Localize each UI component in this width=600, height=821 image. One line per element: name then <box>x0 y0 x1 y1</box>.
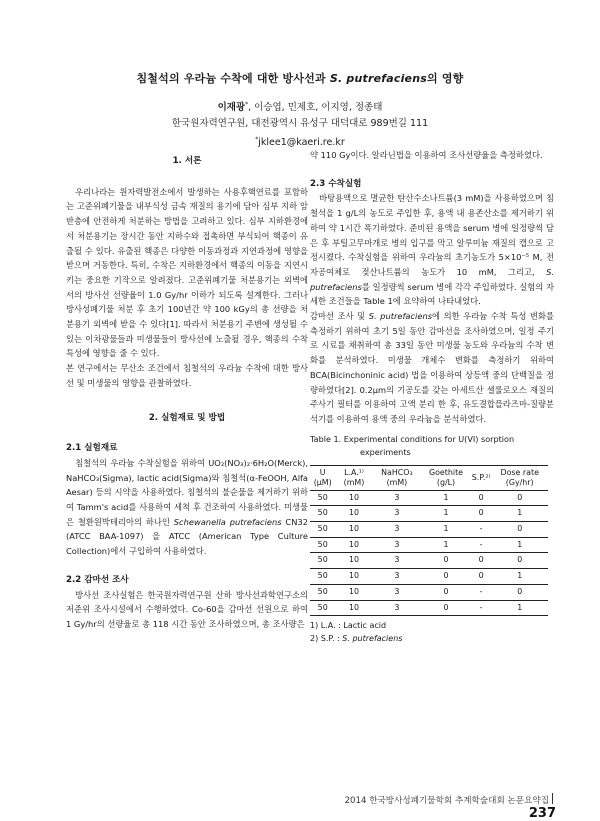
table-cell: 50 <box>310 553 335 569</box>
table-cell: 0 <box>421 584 471 600</box>
table-notes <box>310 619 554 645</box>
table-cell: 0 <box>471 553 492 569</box>
subsection-heading-gamma: 2.2 감마선 조사 <box>66 574 129 585</box>
table-cell: 50 <box>310 506 335 522</box>
materials-paragraph: 침철석의 우라늄 수착실험을 위하여 UO₂(NO₃)₂·6H₂O(Merck), NaHCO₃(Sigma), lactic acid(Sigma)와 침철석(α-FeOOH, Alfa Aesar) 등의 시약을 사용하였다. 침철석의 불순물을 제거하기 위하여 Tamm's acid를 사용하여 세척 후 건조하여 사용하였다. 미생물은 철환원박테리아의 하나인 Schewanella putrefaciens CN32 (ATCC BAA-1097) 을 ATCC (American Type Culture Collection)에서 구입하여 사용하였다. <box>66 457 308 557</box>
table-cell: 10 <box>335 537 372 553</box>
table-cell: 10 <box>335 584 372 600</box>
table-cell: 50 <box>310 537 335 553</box>
table-cell: 10 <box>335 553 372 569</box>
table-cell: 3 <box>373 600 422 616</box>
table-cell: 3 <box>373 584 422 600</box>
table-cell: 0 <box>491 584 548 600</box>
gamma-paragraph: 방사선 조사실험은 한국원자력연구원 산하 방사선과학연구소의 저준위 조사시설에서 수행하였다. Co-60을 감마선 선원으로 하여 1 Gy/hr의 선량율로 총 118 시간 동안 조사하였으며, 총 조사량은 <box>66 589 308 629</box>
table-cell: 3 <box>373 553 422 569</box>
page-number: 237 <box>528 806 556 821</box>
table-cell: 0 <box>471 569 492 585</box>
table-cell: 50 <box>310 584 335 600</box>
table-row <box>310 584 548 600</box>
table-cell: 1 <box>491 600 548 616</box>
table-cell: 10 <box>335 522 372 538</box>
section-heading-intro: 1. 서론 <box>172 156 202 166</box>
table-body <box>310 490 548 616</box>
table-row <box>310 537 548 553</box>
table-cell: 1 <box>421 490 471 506</box>
table-row <box>310 522 548 538</box>
table-cell: 10 <box>335 569 372 585</box>
table-cell: 0 <box>491 553 548 569</box>
table-row <box>310 569 548 585</box>
table-header-dose: Dose rate (Gy/hr) <box>491 465 548 490</box>
sorption-paragraph-2: 감마선 조사 및 S. putrefaciens에 의한 우라늄 수착 특성 변화를 측정하기 위하여 초기 5일 동안 감마선을 조사하였으며, 일정 주기로 시료를 채취하여 총 33일 동안 미생물 농도와 우라늄의 수착 변화를 분석하였다. 미생물 개체수 변화를 측정하기 위하여 BCA(Bicinchoninic acid) 법을 이용하여 상등액 중의 단백질을 정량하였다[2]. 0.2μm의 기공도를 갖는 아세트산 셀룰로오스 재질의 주사기 필터를 이용하여 고액 분리 한 후, 유도결합플라즈마-질량분석기를 이용하여 용액 중의 우라늄을 분석하였다. <box>310 311 554 424</box>
sorption-paragraph-1: 바탕용액으로 멸균한 탄산수소나트륨(3 mM)을 사용하였으며 침철석을 1 g/L의 농도로 주입한 후, 용액 내 용존산소를 제거하기 위하여 약 1시간 폭기하였다. 준비된 용액을 serum 병에 일정량씩 담은 후 부틸고무마개로 병의 입구를 막고 알루미늄 재질의 캡으로 고정시켰다. 수착실험을 위하여 우라늄의 초기농도가 5×10⁻⁵ M, 전자공여체로 젖산나트륨의 농도가 10 mM, 그리고, S. putrefaciens를 일정량씩 serum 병에 각각 주입하였다. 실험의 자세한 조건들을 Table 1에 요약하여 나타내었다. <box>310 193 554 307</box>
lead-author: 이재광 <box>217 102 246 114</box>
table-header-sp: S.P.²⁾ <box>471 465 492 490</box>
right-column <box>310 148 554 645</box>
table-caption: Table 1. Experimental conditions for U(VI) sorption experiments <box>310 433 515 457</box>
table-cell: 1 <box>491 506 548 522</box>
table-row <box>310 506 548 522</box>
footer-text: 2014 한국방사성폐기물학회 추계학술대회 논문요약집 <box>344 796 549 806</box>
table-cell: 50 <box>310 490 335 506</box>
table-cell: 0 <box>491 490 548 506</box>
intro-paragraph-1: 우리나라는 원자력발전소에서 발생하는 사용후핵연료를 포함하는 고준위폐기물을 내부식성 금속 재질의 용기에 담아 심부 지하 암반층에 안전하게 처분하는 방법을 고려하고 있다. 심부 지하환경에서 처분용기는 장시간 동안 지하수와 접촉하면 부식되어 핵종이 유출될 수 있다. 유출된 핵종은 다양한 이동과정과 지연과정에 영향을 받으며 거동한다. 특히, 수착은 지하환경에서 핵종의 이동을 지연시키는 중요한 기작으로 알려졌다. 고준위폐기물 처분용기는 외벽에서의 방사선 선량율이 1.0 Gy/hr 이하가 되도록 설계한다. 그러나 방사성폐기물 처분 후 초기 100년간 약 100 kGy의 총 선량을 처분용기 외벽에 받을 수 있다[1]. 따라서 처분용기 주변에 생성될 수 있는 이차광물들과 미생물들이 방사선에 노출될 경우, 핵종의 수착특성에 영향을 줄 수 있다. <box>66 186 308 359</box>
intro-paragraph-2: 본 연구에서는 무산소 조건에서 침철석의 우라늄 수착에 대한 방사선 및 미생물의 영향을 관찰하였다. <box>66 363 308 388</box>
table-header-nahco3: NaHCO₃ (mM) <box>373 465 422 490</box>
table-cell: 3 <box>373 537 422 553</box>
table-cell: 1 <box>421 537 471 553</box>
table-cell: 3 <box>373 522 422 538</box>
table-cell: 0 <box>421 600 471 616</box>
left-column <box>66 148 308 632</box>
author-block <box>0 97 600 151</box>
table-cell: 50 <box>310 600 335 616</box>
paper-title: 침철석의 우라늄 수착에 대한 방사선과 S. putrefaciens의 영향 <box>136 72 464 85</box>
table-cell: 0 <box>471 506 492 522</box>
author-names: 이재광*, 이승엽, 민제호, 이지영, 정종태 <box>217 101 383 114</box>
page-footer <box>316 793 556 821</box>
table-cell: 3 <box>373 490 422 506</box>
table-cell: - <box>471 584 492 600</box>
affiliation: 한국원자력연구원, 대전광역시 유성구 대덕대로 989번길 111 <box>171 118 429 130</box>
table-header-row <box>310 465 548 490</box>
table-note-2: 2) S.P. : S. putrefaciens <box>310 634 403 644</box>
table-cell: - <box>471 600 492 616</box>
table-header-u: U (μM) <box>310 465 335 490</box>
table-row <box>310 600 548 616</box>
table-cell: 1 <box>491 537 548 553</box>
gamma-paragraph-continued: 약 110 Gy이다. 알라닌법을 이용하여 조사선량율을 측정하였다. <box>310 150 543 160</box>
conditions-table <box>310 465 548 617</box>
author-email: *jklee1@kaeri.re.kr <box>255 136 345 149</box>
subsection-heading-materials: 2.1 실험재료 <box>66 443 118 454</box>
table-cell: 1 <box>421 506 471 522</box>
table-cell: 0 <box>421 569 471 585</box>
table-header-goethite: Goethite (g/L) <box>421 465 471 490</box>
table-cell: 0 <box>491 522 548 538</box>
table-cell: - <box>471 537 492 553</box>
table-cell: 1 <box>421 522 471 538</box>
subsection-heading-sorption: 2.3 수착실험 <box>310 178 362 189</box>
section-heading-methods: 2. 실험재료 및 방법 <box>148 412 226 423</box>
table-cell: 10 <box>335 490 372 506</box>
table-cell: - <box>471 522 492 538</box>
table-cell: 0 <box>421 553 471 569</box>
table-cell: 3 <box>373 506 422 522</box>
table-cell: 0 <box>471 490 492 506</box>
table-cell: 10 <box>335 600 372 616</box>
table-row <box>310 553 548 569</box>
table-cell: 3 <box>373 569 422 585</box>
table-row <box>310 490 548 506</box>
table-cell: 10 <box>335 506 372 522</box>
table-note-1: 1) L.A. : Lactic acid <box>310 621 387 631</box>
table-cell: 50 <box>310 522 335 538</box>
table-header-la: L.A.¹⁾ (mM) <box>335 465 372 490</box>
table-cell: 50 <box>310 569 335 585</box>
table-cell: 1 <box>491 569 548 585</box>
